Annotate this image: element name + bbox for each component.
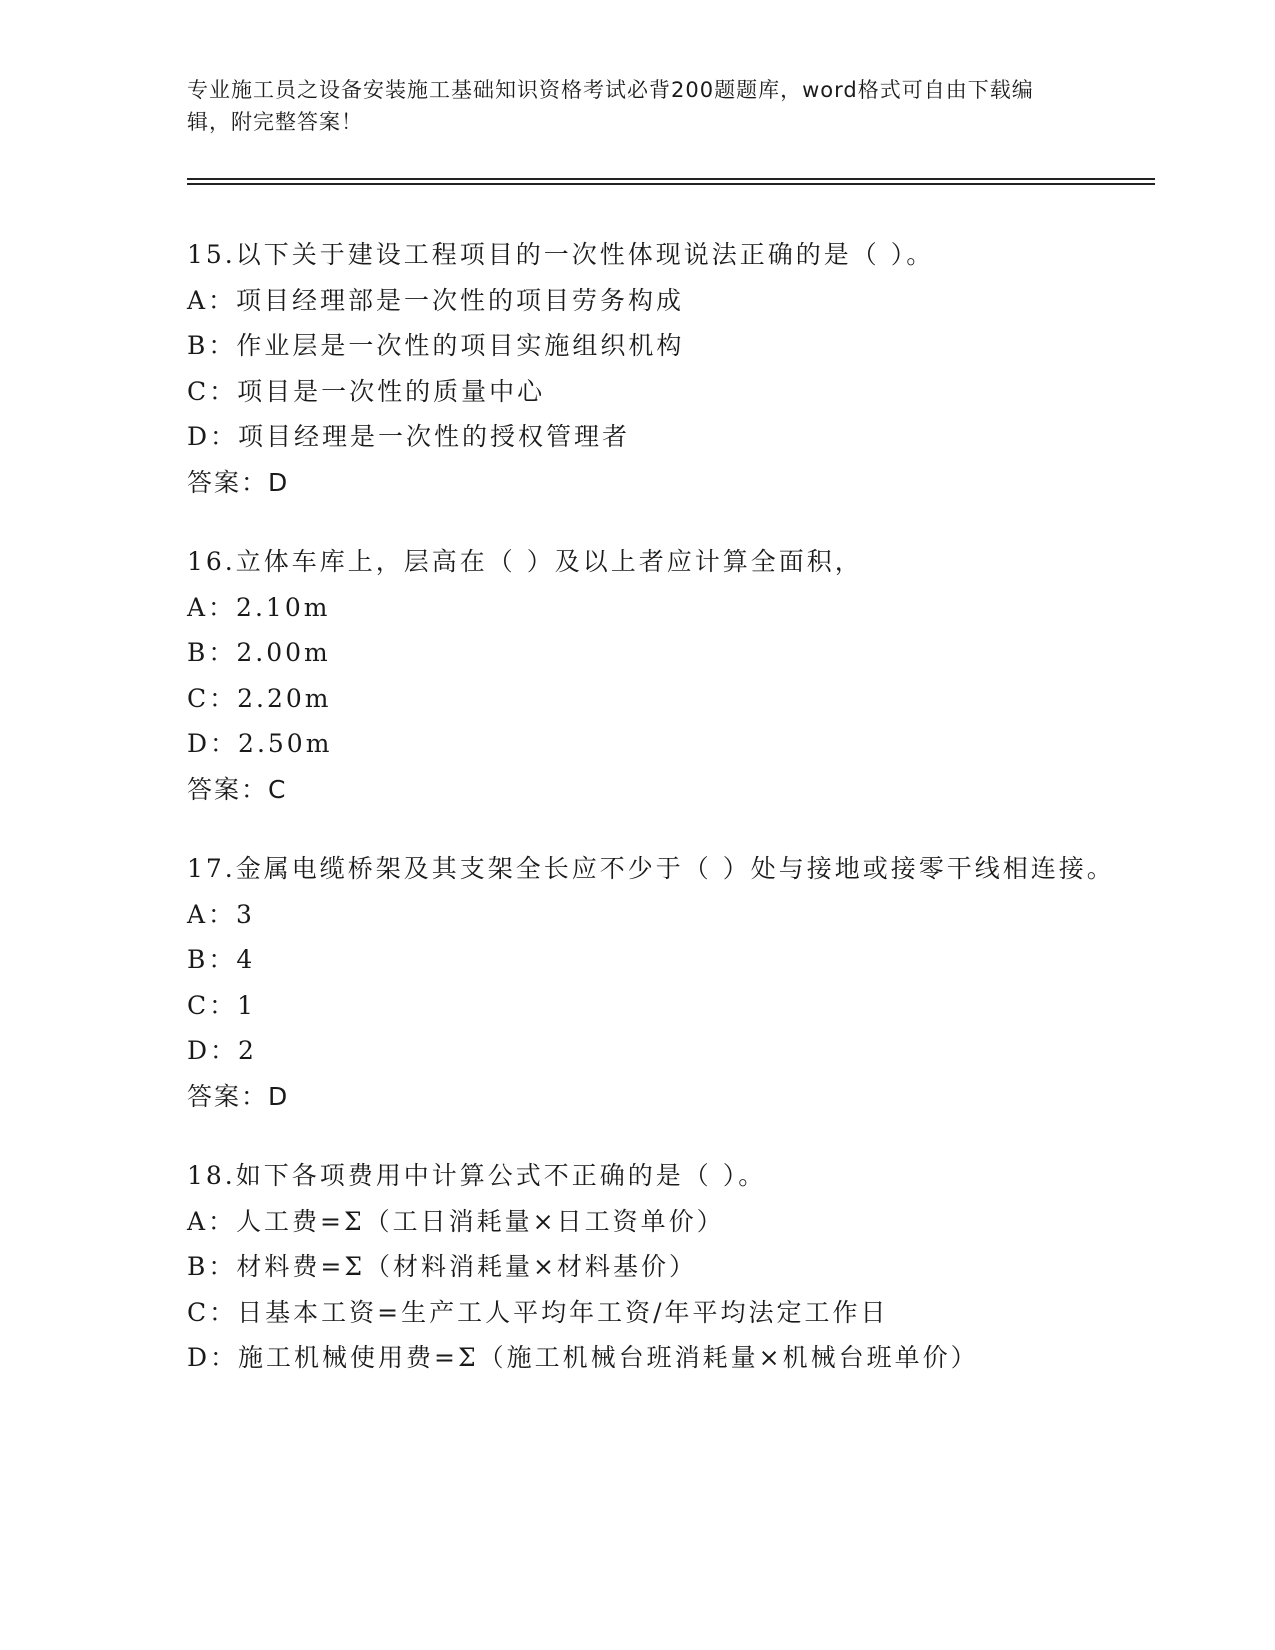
option-c: C：项目是一次性的质量中心: [187, 376, 546, 406]
question-18: [187, 1153, 1127, 1381]
answer: 答案：D: [187, 467, 290, 497]
option-c: C：1: [187, 990, 257, 1020]
question-stem: 17.金属电缆桥架及其支架全长应不少于（ ）处与接地或接零干线相连接。: [187, 854, 1115, 883]
option-a: A：3: [187, 899, 255, 929]
question-15: [187, 232, 1127, 505]
document-header: 专业施工员之设备安装施工基础知识资格考试必背200题题库，word格式可自由下载编辑，附完整答案！: [187, 78, 1034, 134]
option-b: B：2.00m: [187, 638, 331, 667]
option-a: A：2.10m: [187, 592, 331, 622]
option-a: A：项目经理部是一次性的项目劳务构成: [187, 285, 685, 315]
option-a: A：人工费=Σ（工日消耗量×日工资单价）: [187, 1206, 725, 1236]
option-d: D：施工机械使用费=Σ（施工机械台班消耗量×机械台班单价）: [187, 1343, 979, 1372]
header-rule-bottom: [187, 183, 1155, 185]
question-list: [187, 232, 1127, 1415]
question-17: [187, 846, 1127, 1119]
option-b: B：作业层是一次性的项目实施组织机构: [187, 331, 685, 360]
option-b: B：4: [187, 945, 256, 974]
question-stem: 18.如下各项费用中计算公式不正确的是（ ）。: [187, 1161, 767, 1190]
question-stem: 15.以下关于建设工程项目的一次性体现说法正确的是（ ）。: [187, 240, 935, 269]
answer: 答案：D: [187, 1081, 290, 1111]
option-d: D：项目经理是一次性的授权管理者: [187, 422, 631, 451]
option-d: D：2: [187, 1036, 257, 1065]
question-stem: 16.立体车库上，层高在（ ）及以上者应计算全面积，: [187, 547, 863, 576]
answer: 答案：C: [187, 774, 288, 804]
option-c: C：2.20m: [187, 683, 332, 713]
option-c: C：日基本工资=生产工人平均年工资/年平均法定工作日: [187, 1297, 889, 1327]
header-rule-top: [187, 178, 1155, 180]
option-d: D：2.50m: [187, 729, 333, 758]
question-16: [187, 539, 1127, 812]
option-b: B：材料费=Σ（材料消耗量×材料基价）: [187, 1252, 697, 1281]
